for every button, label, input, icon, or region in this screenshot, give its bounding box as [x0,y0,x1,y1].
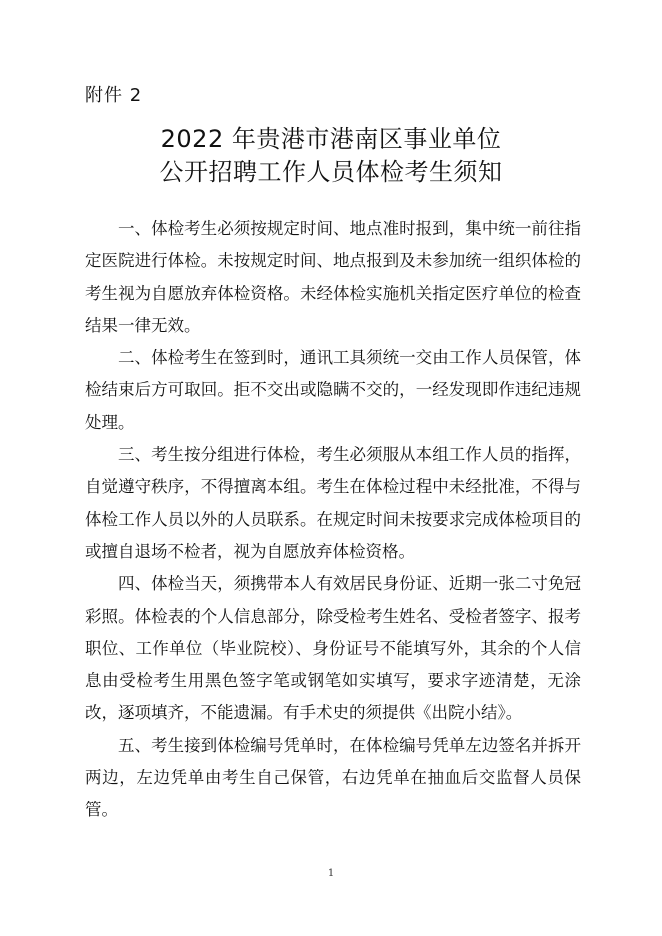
paragraph-2: 二、体检考生在签到时，通讯工具须统一交由工作人员保管，体检结束后方可取回。拒不交出或隐瞒不交的，一经发现即作违纪违规处理。 [85,348,581,432]
paragraph-4: 四、体检当天，须携带本人有效居民身份证、近期一张二寸免冠彩照。体检表的个人信息部分，除受检考生姓名、受检者签字、报考职位、工作单位（毕业院校）、身份证号不能填写外，其余的个人信息由受检考生用黑色签字笔或钢笔如实填写，要求字迹清楚，无涂改，逐项填齐，不能遗漏。有手术史的须提供《出院小结》。 [85,574,581,723]
paragraph-1: 一、体检考生必须按规定时间、地点准时报到，集中统一前往指定医院进行体检。未按规定时间、地点报到及未参加统一组织体检的考生视为自愿放弃体检资格。未经体检实施机关指定医疗单位的检查结果一律无效。 [85,219,581,335]
document-title-line-1: 2022 年贵港市港南区事业单位 [160,125,502,153]
page-number: 1 [327,868,335,879]
document-title-line-2: 公开招聘工作人员体检考生须知 [159,158,503,186]
attachment-label: 附件 2 [85,85,143,106]
paragraph-5: 五、考生接到体检编号凭单时，在体检编号凭单左边签名并拆开两边，左边凭单由考生自己保管，右边凭单在抽血后交监督人员保管。 [85,735,581,820]
paragraph-3: 三、考生按分组进行体检，考生必须服从本组工作人员的指挥，自觉遵守秩序，不得擅离本组。考生在体检过程中未经批准，不得与体检工作人员以外的人员联系。在规定时间未按要求完成体检项目的或擅自退场不检者，视为自愿放弃体检资格。 [85,445,581,561]
document-body [85,213,581,827]
